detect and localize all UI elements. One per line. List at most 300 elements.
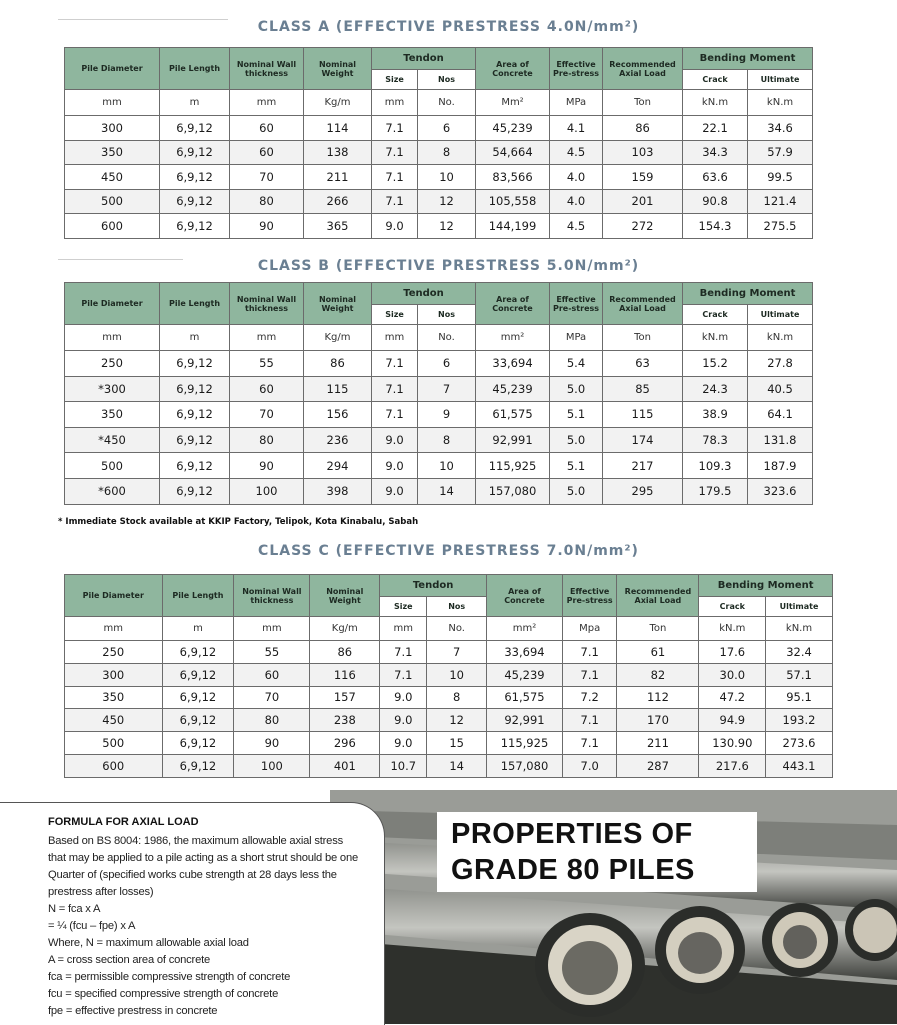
table-cell: 57.9 (748, 140, 813, 165)
stock-note: * Immediate Stock available at KKIP Factory, Telipok, Kota Kinabalu, Sabah (58, 517, 419, 527)
table-cell: 90 (230, 214, 304, 239)
header-pile-length: Pile Length (160, 48, 230, 90)
table-cell: 600 (65, 214, 160, 239)
table-cell: 115 (304, 376, 372, 402)
table-cell: 55 (230, 351, 304, 377)
unit-cell: kN.m (748, 325, 813, 351)
header-ultimate: Ultimate (748, 70, 813, 90)
table-cell: 154.3 (683, 214, 748, 239)
top-rule (58, 19, 228, 20)
unit-cell: Ton (617, 617, 699, 641)
table-cell: 250 (65, 641, 163, 664)
table-cell: 300 (65, 663, 163, 686)
formula-line: prestress after losses) (48, 886, 154, 898)
header-nos: Nos (418, 70, 476, 90)
header-pile-diameter: Pile Diameter (65, 283, 160, 325)
header-ultimate: Ultimate (766, 597, 833, 617)
header-pile-length: Pile Length (160, 283, 230, 325)
table-cell: 6,9,12 (162, 732, 234, 755)
table-cell: 9.0 (380, 686, 427, 709)
table-cell: 7.1 (372, 376, 418, 402)
unit-cell: Kg/m (304, 90, 372, 116)
class-c-table (64, 574, 833, 778)
header-effective-prestress: Effective Pre-stress (550, 283, 603, 325)
header-pile-length: Pile Length (162, 575, 234, 617)
table-cell: 80 (230, 189, 304, 214)
table-cell: 6,9,12 (162, 663, 234, 686)
table-cell: 600 (65, 754, 163, 777)
table-cell: 275.5 (748, 214, 813, 239)
table-cell: 7.1 (380, 663, 427, 686)
header-tendon: Tendon (380, 575, 487, 597)
table-cell: 7.1 (562, 709, 616, 732)
table-cell: 61,575 (486, 686, 562, 709)
table-cell: 9.0 (380, 709, 427, 732)
unit-cell: mm (372, 325, 418, 351)
table-row (65, 453, 813, 479)
table-cell: 70 (234, 686, 310, 709)
table-cell: 7 (427, 641, 487, 664)
header-tendon: Tendon (372, 48, 476, 70)
table-cell: 92,991 (486, 709, 562, 732)
table-cell: 14 (427, 754, 487, 777)
table-cell: 7.1 (372, 189, 418, 214)
table-cell: 4.0 (550, 165, 603, 190)
table-cell: 10.7 (380, 754, 427, 777)
header-area: Area of Concrete (476, 283, 550, 325)
table-cell: 60 (230, 140, 304, 165)
table-cell: 86 (304, 351, 372, 377)
table-cell: 7.0 (562, 754, 616, 777)
unit-cell: Kg/m (304, 325, 372, 351)
table-cell: 350 (65, 686, 163, 709)
table-cell: 7.1 (562, 732, 616, 755)
unit-cell: No. (427, 617, 487, 641)
header-nominal-wall: Nominal Wall thickness (230, 48, 304, 90)
table-cell: 6,9,12 (160, 116, 230, 141)
table-cell: 450 (65, 165, 160, 190)
header-pile-diameter: Pile Diameter (65, 575, 163, 617)
table-cell: 4.0 (550, 189, 603, 214)
table-cell: 6,9,12 (160, 351, 230, 377)
table-cell: 211 (617, 732, 699, 755)
table-cell: 70 (230, 402, 304, 428)
table-cell: 45,239 (476, 376, 550, 402)
table-row (65, 732, 833, 755)
table-cell: 4.5 (550, 140, 603, 165)
formula-line: fca = permissible compressive strength of concrete (48, 971, 291, 983)
table-cell: 273.6 (766, 732, 833, 755)
header-bending-moment: Bending Moment (699, 575, 832, 597)
table-cell: 350 (65, 140, 160, 165)
header-area: Area of Concrete (476, 48, 550, 90)
table-row (65, 686, 833, 709)
header-pile-diameter: Pile Diameter (65, 48, 160, 90)
table-cell: 99.5 (748, 165, 813, 190)
table-cell: 250 (65, 351, 160, 377)
table-cell: 7.1 (562, 663, 616, 686)
table-cell: 9.0 (380, 732, 427, 755)
header-effective-prestress: Effective Pre-stress (550, 48, 603, 90)
unit-cell: No. (418, 325, 476, 351)
unit-cell: MPa (550, 325, 603, 351)
table-cell: 6,9,12 (160, 478, 230, 504)
table-cell: 94.9 (699, 709, 766, 732)
unit-cell: m (160, 325, 230, 351)
table-cell: 7.1 (562, 641, 616, 664)
table-cell: 4.5 (550, 214, 603, 239)
table-cell: 7.1 (372, 140, 418, 165)
table-cell: *450 (65, 427, 160, 453)
table-cell: 6,9,12 (160, 214, 230, 239)
unit-cell: No. (418, 90, 476, 116)
banner-line-2: GRADE 80 PILES (451, 854, 695, 886)
table-cell: 144,199 (476, 214, 550, 239)
table-cell: 450 (65, 709, 163, 732)
table-cell: 90 (234, 732, 310, 755)
table-cell: 70 (230, 165, 304, 190)
table-cell: 365 (304, 214, 372, 239)
header-size: Size (372, 305, 418, 325)
unit-cell: kN.m (699, 617, 766, 641)
table-cell: 500 (65, 453, 160, 479)
header-area: Area of Concrete (486, 575, 562, 617)
formula-line: Quarter of (specified works cube strength at 28 days less the (48, 869, 337, 881)
table-cell: 100 (230, 478, 304, 504)
unit-cell: mm (65, 617, 163, 641)
table-cell: 9 (418, 402, 476, 428)
header-tendon: Tendon (372, 283, 476, 305)
table-cell: 4.1 (550, 116, 603, 141)
table-cell: 27.8 (748, 351, 813, 377)
header-recommended-load: Recommended Axial Load (603, 48, 683, 90)
table-cell: 6,9,12 (160, 189, 230, 214)
table-cell: 12 (418, 189, 476, 214)
unit-cell: kN.m (683, 90, 748, 116)
table-cell: 8 (418, 140, 476, 165)
unit-cell: mm (380, 617, 427, 641)
table-cell: 32.4 (766, 641, 833, 664)
table-cell: 7.1 (372, 402, 418, 428)
table-cell: 131.8 (748, 427, 813, 453)
table-cell: 80 (230, 427, 304, 453)
table-cell: 86 (310, 641, 380, 664)
table-cell: 287 (617, 754, 699, 777)
table-cell: 5.0 (550, 478, 603, 504)
table-cell: 6,9,12 (162, 641, 234, 664)
table-cell: 6 (418, 351, 476, 377)
table-row (65, 140, 813, 165)
table-cell: 55 (234, 641, 310, 664)
header-effective-prestress: Effective Pre-stress (562, 575, 616, 617)
table-cell: 90 (230, 453, 304, 479)
table-row (65, 351, 813, 377)
table-cell: 12 (427, 709, 487, 732)
table-cell: 6,9,12 (160, 402, 230, 428)
table-cell: 159 (603, 165, 683, 190)
table-cell: 157,080 (476, 478, 550, 504)
header-crack: Crack (699, 597, 766, 617)
header-nominal-weight: Nominal Weight (304, 48, 372, 90)
table-row (65, 641, 833, 664)
table-cell: 90.8 (683, 189, 748, 214)
header-size: Size (372, 70, 418, 90)
table-cell: 45,239 (476, 116, 550, 141)
table-cell: 201 (603, 189, 683, 214)
unit-cell: mm (230, 90, 304, 116)
table-cell: 121.4 (748, 189, 813, 214)
table-cell: 443.1 (766, 754, 833, 777)
table-row (65, 376, 813, 402)
table-cell: 6,9,12 (160, 376, 230, 402)
unit-cell: MPa (550, 90, 603, 116)
table-cell: 15 (427, 732, 487, 755)
table-cell: 85 (603, 376, 683, 402)
table-cell: 7.1 (372, 116, 418, 141)
banner-line-1: PROPERTIES OF (451, 818, 693, 850)
table-cell: 6,9,12 (160, 427, 230, 453)
table-row (65, 116, 813, 141)
table-row (65, 427, 813, 453)
table-cell: 6,9,12 (160, 140, 230, 165)
table-row (65, 478, 813, 504)
unit-cell: Mpa (562, 617, 616, 641)
unit-cell: m (160, 90, 230, 116)
header-recommended-load: Recommended Axial Load (603, 283, 683, 325)
table-cell: 9.0 (372, 214, 418, 239)
table-cell: 7.1 (380, 641, 427, 664)
table-cell: 83,566 (476, 165, 550, 190)
class-b-table (64, 282, 813, 505)
table-cell: 5.1 (550, 453, 603, 479)
table-row (65, 402, 813, 428)
header-crack: Crack (683, 70, 748, 90)
table-cell: 60 (234, 663, 310, 686)
header-recommended-load: Recommended Axial Load (617, 575, 699, 617)
table-cell: 22.1 (683, 116, 748, 141)
table-cell: 294 (304, 453, 372, 479)
table-cell: 7 (418, 376, 476, 402)
table-cell: 100 (234, 754, 310, 777)
table-cell: 6,9,12 (160, 165, 230, 190)
table-cell: 24.3 (683, 376, 748, 402)
table-cell: 7.1 (372, 165, 418, 190)
table-cell: 6 (418, 116, 476, 141)
table-cell: 40.5 (748, 376, 813, 402)
unit-cell: kN.m (683, 325, 748, 351)
table-cell: 296 (310, 732, 380, 755)
table-cell: 30.0 (699, 663, 766, 686)
table-cell: 38.9 (683, 402, 748, 428)
header-ultimate: Ultimate (748, 305, 813, 325)
class-a-title: CLASS A (EFFECTIVE PRESTRESS 4.0N/mm²) (257, 19, 640, 35)
header-bending-moment: Bending Moment (683, 283, 813, 305)
table-cell: 179.5 (683, 478, 748, 504)
unit-cell: mm (230, 325, 304, 351)
table-cell: 103 (603, 140, 683, 165)
formula-line: that may be applied to a pile acting as a short strut should be one (48, 852, 358, 864)
table-cell: 64.1 (748, 402, 813, 428)
unit-cell: Mm² (476, 90, 550, 116)
table-row (65, 754, 833, 777)
table-cell: 12 (418, 214, 476, 239)
formula-line: Based on BS 8004: 1986, the maximum allowable axial stress (48, 835, 343, 847)
table-cell: *300 (65, 376, 160, 402)
table-cell: 217 (603, 453, 683, 479)
table-cell: 86 (603, 116, 683, 141)
formula-line: fcu = specified compressive strength of concrete (48, 988, 279, 1000)
table-cell: 8 (427, 686, 487, 709)
class-c-title: CLASS C (EFFECTIVE PRESTRESS 7.0N/mm²) (258, 543, 639, 559)
table-cell: 9.0 (372, 427, 418, 453)
table-cell: 300 (65, 116, 160, 141)
table-cell: 78.3 (683, 427, 748, 453)
table-cell: 211 (304, 165, 372, 190)
class-a-table (64, 47, 813, 239)
table-cell: 60 (230, 376, 304, 402)
table-cell: 115 (603, 402, 683, 428)
table-cell: 7.1 (372, 351, 418, 377)
table-cell: 92,991 (476, 427, 550, 453)
formula-title: FORMULA FOR AXIAL LOAD (48, 816, 199, 828)
table-cell: 401 (310, 754, 380, 777)
table-cell: 9.0 (372, 453, 418, 479)
table-cell: 295 (603, 478, 683, 504)
table-cell: 157 (310, 686, 380, 709)
class-b-title: CLASS B (EFFECTIVE PRESTRESS 5.0N/mm²) (257, 258, 640, 274)
table-cell: 109.3 (683, 453, 748, 479)
table-cell: 350 (65, 402, 160, 428)
table-cell: 95.1 (766, 686, 833, 709)
header-nominal-weight: Nominal Weight (310, 575, 380, 617)
table-cell: 130.90 (699, 732, 766, 755)
table-cell: 10 (418, 165, 476, 190)
table-cell: 398 (304, 478, 372, 504)
table-cell: 174 (603, 427, 683, 453)
table-cell: 10 (418, 453, 476, 479)
table-cell: 82 (617, 663, 699, 686)
table-cell: 63 (603, 351, 683, 377)
formula-line: = ¼ (fcu – fpe) x A (48, 920, 136, 932)
unit-cell: kN.m (748, 90, 813, 116)
header-nominal-wall: Nominal Wall thickness (230, 283, 304, 325)
table-cell: 45,239 (486, 663, 562, 686)
table-cell: 33,694 (476, 351, 550, 377)
table-cell: 170 (617, 709, 699, 732)
table-cell: 105,558 (476, 189, 550, 214)
table-cell: *600 (65, 478, 160, 504)
unit-cell: Ton (603, 90, 683, 116)
table-cell: 236 (304, 427, 372, 453)
table-cell: 5.0 (550, 376, 603, 402)
table-cell: 115,925 (476, 453, 550, 479)
banner-title (451, 816, 751, 888)
table-row (65, 709, 833, 732)
table-cell: 34.6 (748, 116, 813, 141)
table-cell: 114 (304, 116, 372, 141)
table-cell: 17.6 (699, 641, 766, 664)
table-cell: 5.4 (550, 351, 603, 377)
table-cell: 6,9,12 (162, 754, 234, 777)
unit-cell: Ton (603, 325, 683, 351)
table-cell: 138 (304, 140, 372, 165)
unit-cell: mm (372, 90, 418, 116)
table-cell: 6,9,12 (162, 709, 234, 732)
table-cell: 187.9 (748, 453, 813, 479)
header-size: Size (380, 597, 427, 617)
formula-line: N = fca x A (48, 903, 101, 915)
table-row (65, 663, 833, 686)
table-row (65, 214, 813, 239)
unit-cell: mm (65, 90, 160, 116)
formula-text (48, 833, 378, 1020)
header-nos: Nos (418, 305, 476, 325)
table-cell: 193.2 (766, 709, 833, 732)
unit-cell: mm² (476, 325, 550, 351)
table-cell: 156 (304, 402, 372, 428)
table-cell: 47.2 (699, 686, 766, 709)
header-nos: Nos (427, 597, 487, 617)
unit-cell: kN.m (766, 617, 833, 641)
table-cell: 272 (603, 214, 683, 239)
formula-line: fpe = effective prestress in concrete (48, 1005, 218, 1017)
header-crack: Crack (683, 305, 748, 325)
table-cell: 63.6 (683, 165, 748, 190)
table-cell: 10 (427, 663, 487, 686)
table-row (65, 165, 813, 190)
table-cell: 500 (65, 189, 160, 214)
table-cell: 33,694 (486, 641, 562, 664)
table-cell: 238 (310, 709, 380, 732)
table-cell: 34.3 (683, 140, 748, 165)
table-cell: 115,925 (486, 732, 562, 755)
formula-line: Where, N = maximum allowable axial load (48, 937, 249, 949)
table-cell: 54,664 (476, 140, 550, 165)
header-nominal-wall: Nominal Wall thickness (234, 575, 310, 617)
table-cell: 8 (418, 427, 476, 453)
formula-line: A = cross section area of concrete (48, 954, 211, 966)
table-cell: 5.1 (550, 402, 603, 428)
table-cell: 500 (65, 732, 163, 755)
header-nominal-weight: Nominal Weight (304, 283, 372, 325)
table-cell: 14 (418, 478, 476, 504)
table-cell: 80 (234, 709, 310, 732)
unit-cell: mm² (486, 617, 562, 641)
table-row (65, 189, 813, 214)
table-cell: 6,9,12 (160, 453, 230, 479)
table-cell: 15.2 (683, 351, 748, 377)
table-cell: 323.6 (748, 478, 813, 504)
table-cell: 6,9,12 (162, 686, 234, 709)
table-cell: 61 (617, 641, 699, 664)
unit-cell: mm (65, 325, 160, 351)
table-cell: 112 (617, 686, 699, 709)
table-cell: 157,080 (486, 754, 562, 777)
unit-cell: Kg/m (310, 617, 380, 641)
header-bending-moment: Bending Moment (683, 48, 813, 70)
unit-cell: m (162, 617, 234, 641)
table-cell: 116 (310, 663, 380, 686)
unit-cell: mm (234, 617, 310, 641)
table-cell: 57.1 (766, 663, 833, 686)
table-cell: 60 (230, 116, 304, 141)
table-cell: 9.0 (372, 478, 418, 504)
table-cell: 217.6 (699, 754, 766, 777)
table-cell: 5.0 (550, 427, 603, 453)
table-cell: 266 (304, 189, 372, 214)
table-cell: 61,575 (476, 402, 550, 428)
table-cell: 7.2 (562, 686, 616, 709)
